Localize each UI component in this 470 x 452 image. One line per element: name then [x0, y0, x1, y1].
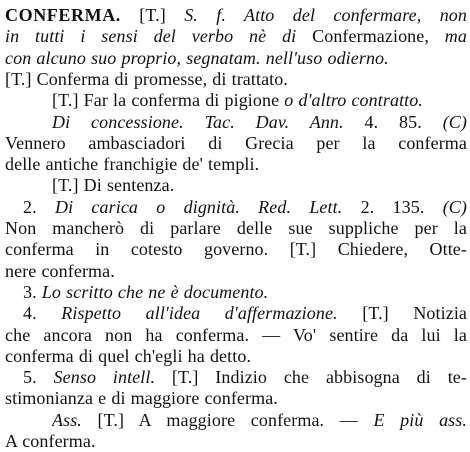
entry-line-18 [23, 366, 467, 388]
italic-text: Ass. [52, 409, 98, 430]
roman-text: [T.] Notizia [362, 303, 467, 324]
roman-text: [T.] A maggiore conferma. — [97, 409, 374, 430]
italic-text: ma [444, 26, 467, 47]
roman-text: conferma in cotesto governo. [T.] Chiedere, Otte- [5, 239, 467, 260]
italic-text: (C) [442, 196, 467, 217]
roman-text: delle antiche franchigie de' templi. [5, 154, 260, 175]
italic-text: in tutti i sensi del verbo nè di [5, 26, 313, 47]
roman-text: 4. 85. [364, 111, 443, 132]
italic-text: con alcuno suo proprio, segnatam. nell'uso odierno. [5, 47, 389, 68]
entry-line-10 [23, 196, 467, 218]
roman-text: 4. [23, 303, 62, 324]
entry-line-7 [5, 132, 467, 154]
roman-text: Non mancherò di parlare delle sue suppliche per la [5, 218, 467, 238]
entry-line-13 [5, 260, 467, 282]
roman-text: [T.] Indizio che abbisogna di te- [171, 367, 467, 388]
italic-text: o d'altro contratto. [284, 90, 423, 111]
entry-line-5 [52, 89, 467, 111]
italic-text: Senso intell. [53, 367, 172, 388]
entry-line-15 [23, 302, 467, 324]
roman-text: conferma di quel ch'egli ha detto. [5, 345, 252, 366]
italic-text: Di carica o dignità. Red. Lett. [54, 196, 361, 217]
roman-text: A conferma. [5, 431, 96, 451]
entry-line-17 [5, 345, 467, 367]
roman-text: che ancora non ha conferma. — Vo' sentire da lui la [5, 324, 467, 345]
italic-text: (C) [442, 111, 467, 132]
roman-text: 3. [23, 281, 42, 302]
entry-line-12 [5, 238, 467, 260]
roman-text: nere conferma. [5, 260, 115, 281]
entry-line-20 [52, 409, 467, 431]
roman-text: stimonianza e di maggiore conferma. [5, 388, 278, 409]
entry-line-16 [5, 324, 467, 346]
roman-text: [T.] Di sentenza. [52, 175, 175, 196]
roman-text: [T.] Far la conferma di pigione [52, 90, 285, 111]
italic-text: Lo scritto che ne è documento. [41, 281, 269, 302]
italic-text: E più ass. [373, 409, 467, 430]
italic-text: Di concessione. Tac. Dav. Ann. [52, 111, 365, 132]
entry-line-9 [52, 174, 467, 196]
italic-text: Rispetto all'idea d'affermazione. [61, 303, 363, 324]
roman-text: Vennero ambasciadori di Grecia per la conferma [5, 132, 467, 153]
roman-text: [T.] Conferma di promesse, di trattato. [5, 68, 288, 89]
entry-line-4 [5, 68, 467, 90]
entry-line-19 [5, 387, 467, 409]
entry-line-8 [5, 153, 467, 175]
entry-line-14 [23, 281, 467, 303]
roman-text: 5. [23, 367, 54, 388]
roman-text: Confermazione, [312, 26, 445, 47]
entry-line-1 [5, 4, 467, 26]
entry-line-3 [5, 47, 467, 69]
italic-text: S. f. Atto del confermare, non [184, 5, 467, 25]
roman-text: 2. [23, 196, 55, 217]
headword: CONFERMA. [5, 5, 121, 25]
entry-line-2 [5, 25, 467, 47]
roman-text: 2. 135. [360, 196, 443, 217]
entry-line-11 [5, 217, 467, 239]
roman-text: [T.] [120, 5, 185, 25]
entry-line-6 [52, 111, 467, 133]
